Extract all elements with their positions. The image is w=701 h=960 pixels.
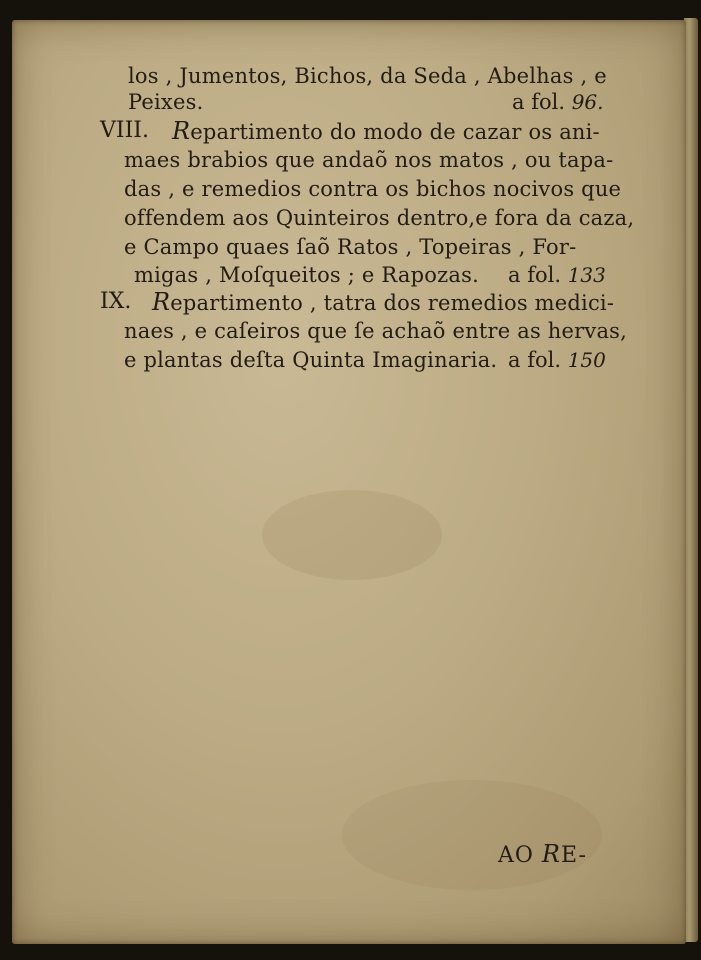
folio-number: 150 [567, 348, 606, 372]
toc-line: das , e remedios contra os bichos nocivos que [124, 177, 622, 201]
catchword-prefix: AO [498, 843, 542, 868]
catchword-initial: R [541, 840, 561, 868]
toc-line: e Campo quaes ſaõ Ratos , Topeiras , For- [124, 235, 577, 259]
folio-label: a fol. [512, 90, 566, 114]
book-page [12, 20, 686, 944]
toc-line: offendem aos Quinteiros dentro,e fora da caza, [124, 206, 635, 230]
toc-line-text: epartimento , tatra dos remedios medici- [170, 291, 615, 315]
toc-line: maes brabios que andaõ nos matos , ou tapa- [124, 148, 614, 172]
toc-line: Peixes. [128, 90, 204, 114]
toc-line-text: epartimento do modo de cazar os ani- [190, 120, 600, 144]
toc-line: e plantas deſta Quinta Imaginaria. [124, 348, 498, 372]
next-page-edge [684, 18, 698, 942]
section-numeral: VIII. [100, 118, 149, 143]
folio-number: 133 [567, 263, 606, 287]
drop-initial: R [172, 117, 191, 145]
section-numeral: IX. [100, 289, 132, 314]
catchword [498, 840, 587, 870]
table-of-contents [12, 20, 686, 944]
folio-reference [512, 88, 604, 116]
folio-reference [508, 261, 606, 289]
toc-line: los , Jumentos, Bichos, da Seda , Abelhas , e [128, 64, 607, 88]
folio-label: a fol. [508, 348, 562, 372]
folio-number: 96. [571, 90, 604, 114]
drop-initial: R [152, 288, 171, 316]
folio-reference [508, 346, 606, 374]
toc-line: migas , Moſqueitos ; e Rapozas. [134, 263, 479, 287]
toc-line [152, 288, 614, 317]
catchword-rest: E- [561, 843, 587, 868]
folio-label: a fol. [508, 263, 562, 287]
toc-line: naes , e caſeiros que ſe achaõ entre as hervas, [124, 319, 628, 343]
toc-line [172, 117, 600, 146]
